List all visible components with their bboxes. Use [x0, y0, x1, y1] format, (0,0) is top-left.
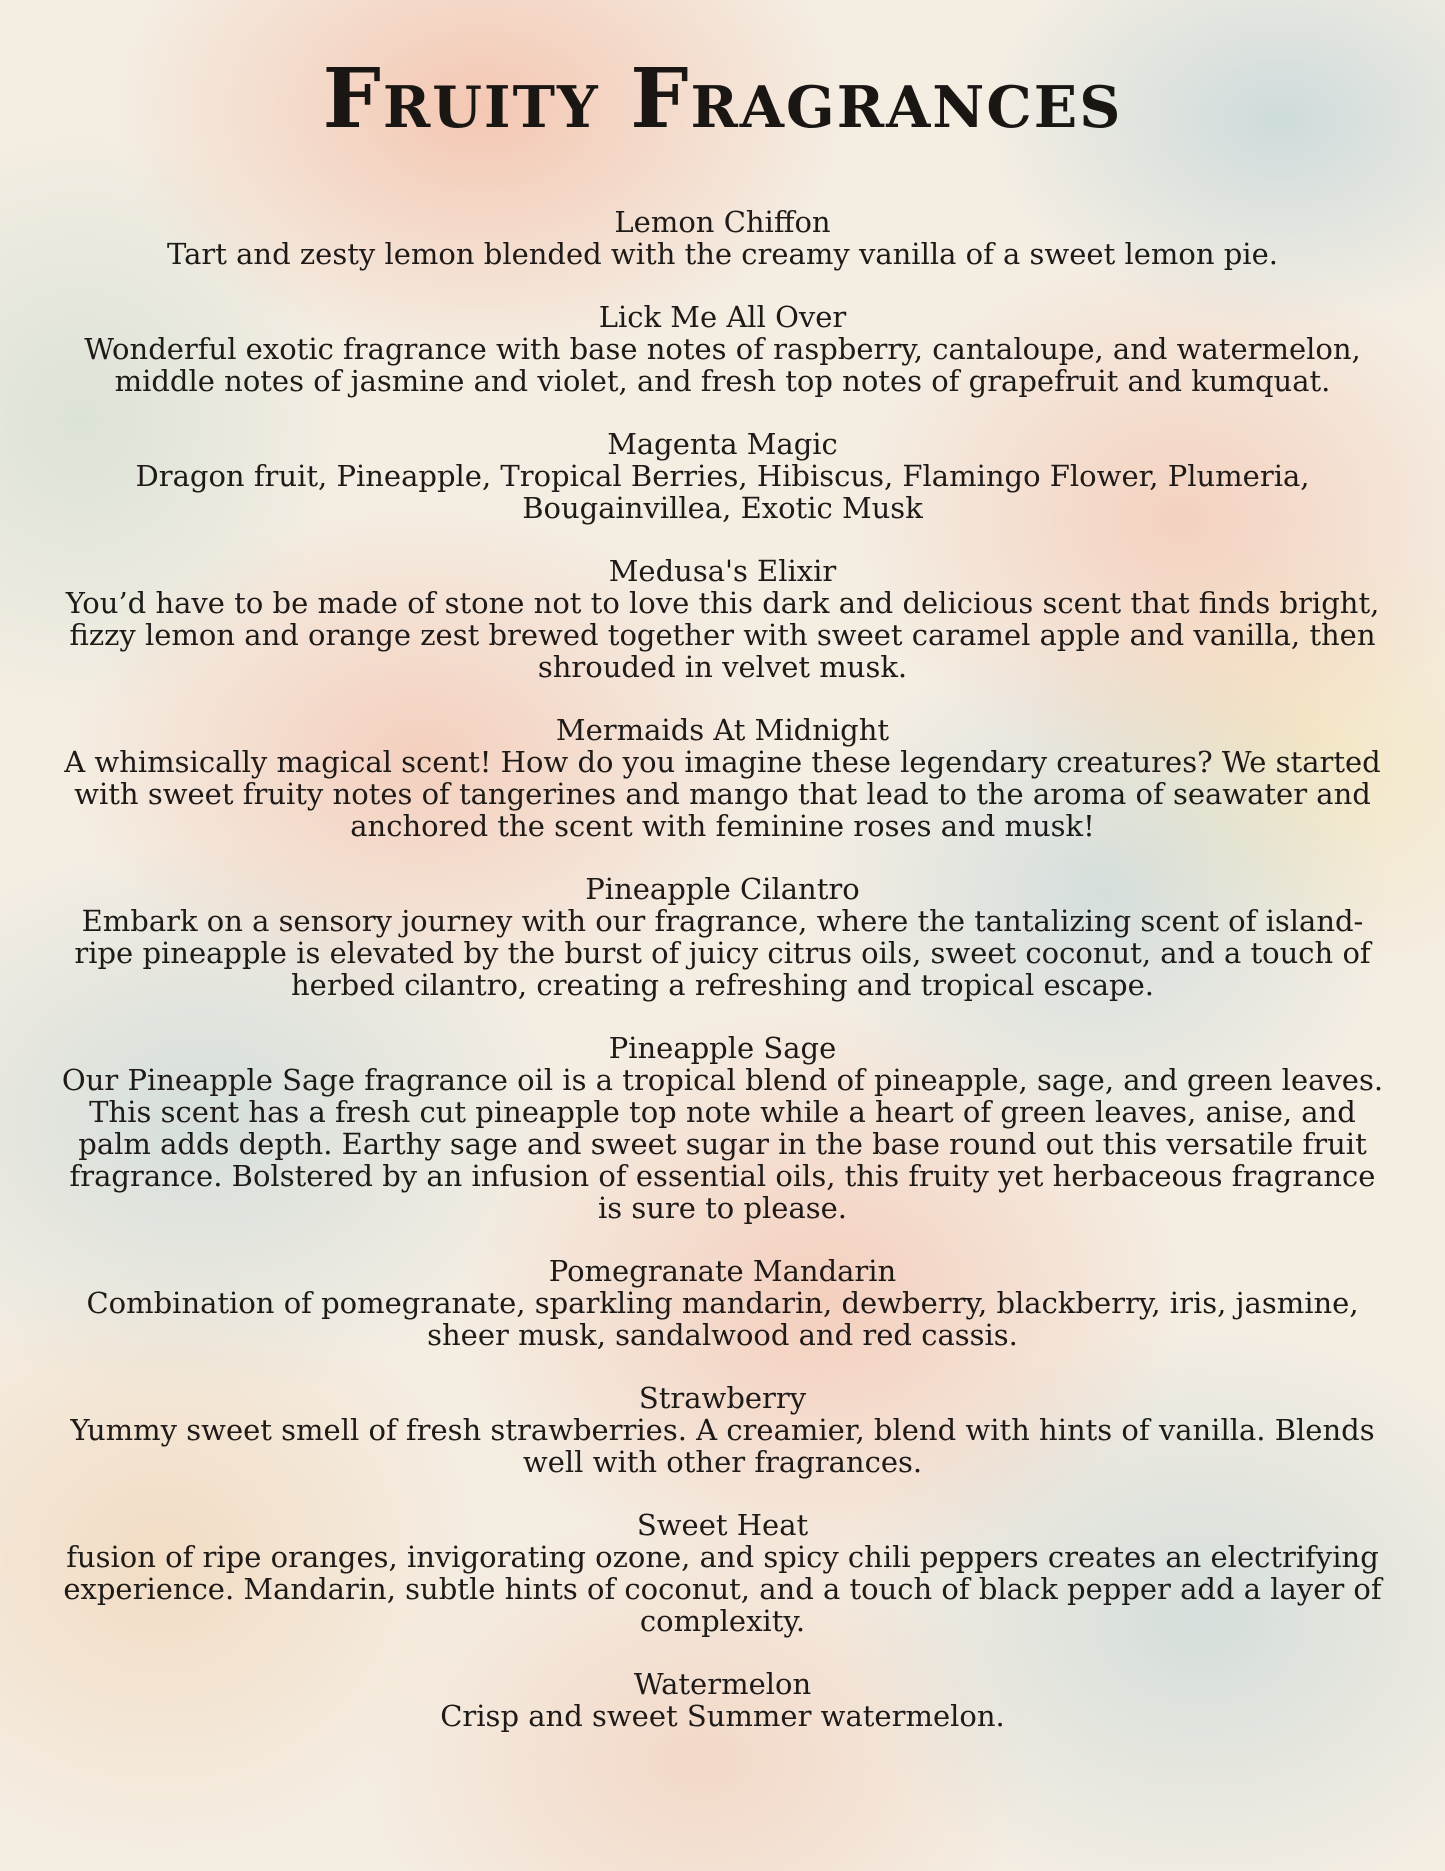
fragrance-name: Pomegranate Mandarin [548, 1254, 897, 1288]
fragrance-entry [60, 1509, 1385, 1637]
fragrance-entry [60, 428, 1385, 524]
fragrance-entry [60, 1668, 1385, 1732]
fragrance-entry [60, 873, 1385, 1001]
fragrance-description: Dragon fruit, Pineapple, Tropical Berries, Hibiscus, Flamingo Flower, Plumeria, Bougainvillea, Exotic Musk [135, 459, 1310, 525]
fragrance-entry [60, 714, 1385, 842]
fragrance-name: Lemon Chiffon [614, 205, 831, 239]
fragrance-name: Watermelon [633, 1667, 812, 1701]
fragrance-description: fusion of ripe oranges, invigorating ozone, and spicy chili peppers creates an electrifying experience. Mandarin, subtle hints of coconut, and a touch of black pepper add a layer of complexity. [63, 1540, 1382, 1638]
fragrance-name: Sweet Heat [636, 1508, 809, 1542]
page-title: Fruity Fragrances [322, 51, 1123, 147]
fragrance-entry [60, 1382, 1385, 1478]
fragrance-entry [60, 301, 1385, 397]
fragrance-name: Pineapple Sage [608, 1031, 837, 1065]
fragrance-name: Medusa's Elixir [608, 554, 837, 588]
fragrance-name: Lick Me All Over [598, 300, 847, 334]
fragrance-entry [60, 555, 1385, 683]
fragrance-description: Crisp and sweet Summer watermelon. [440, 1699, 1005, 1733]
fragrance-name: Mermaids At Midnight [555, 713, 890, 747]
fragrance-name: Pineapple Cilantro [585, 872, 860, 906]
fragrance-description: Combination of pomegranate, sparkling mandarin, dewberry, blackberry, iris, jasmine, sheer musk, sandalwood and red cassis. [86, 1286, 1359, 1352]
fragrance-entry [60, 206, 1385, 270]
fragrance-description: Wonderful exotic fragrance with base notes of raspberry, cantaloupe, and watermelon, middle notes of jasmine and violet, and fresh top notes of grapefruit and kumquat. [84, 332, 1361, 398]
fragrance-entry [60, 1255, 1385, 1351]
fragrance-description: Embark on a sensory journey with our fragrance, where the tantalizing scent of island-ripe pineapple is elevated by the burst of juicy citrus oils, sweet coconut, and a touch of herbed cilantro, creating a refreshing and tropical escape. [74, 904, 1371, 1002]
fragrance-list [60, 206, 1385, 1763]
fragrance-description: You’d have to be made of stone not to love this dark and delicious scent that finds bright, fizzy lemon and orange zest brewed together with sweet caramel apple and vanilla, then shrouded in velvet musk. [65, 586, 1380, 684]
fragrance-description: Our Pineapple Sage fragrance oil is a tropical blend of pineapple, sage, and green leaves. This scent has a fresh cut pineapple top note while a heart of green leaves, anise, and palm adds depth. Earthy sage and sweet sugar in the base round out this versatile fruit fragrance. Bolstered by an infusion of essential oils, this fruity yet herbaceous fragrance is sure to please. [61, 1063, 1384, 1225]
fragrance-name: Magenta Magic [607, 427, 838, 461]
fragrance-name: Strawberry [638, 1381, 807, 1415]
fragrance-description: A whimsically magical scent! How do you imagine these legendary creatures? We started with sweet fruity notes of tangerines and mango that lead to the aroma of seawater and anchored the scent with feminine roses and musk! [64, 745, 1381, 843]
fragrance-description: Tart and zesty lemon blended with the creamy vanilla of a sweet lemon pie. [167, 237, 1278, 271]
fragrance-description: Yummy sweet smell of fresh strawberries. A creamier, blend with hints of vanilla. Blends well with other fragrances. [70, 1413, 1375, 1479]
fragrance-entry [60, 1032, 1385, 1224]
